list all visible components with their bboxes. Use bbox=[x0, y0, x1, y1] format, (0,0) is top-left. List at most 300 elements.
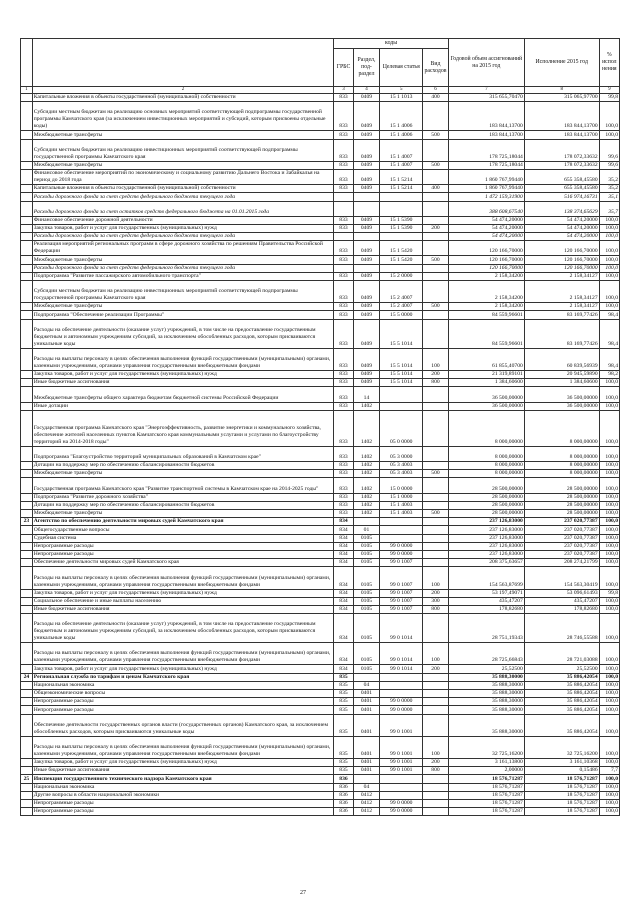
row-pct: 100,0 bbox=[599, 673, 619, 681]
table-row bbox=[21, 714, 620, 736]
row-plan: 237 126,83000 bbox=[448, 526, 524, 534]
row-section: 0105 bbox=[353, 614, 380, 643]
row-vid bbox=[423, 518, 449, 526]
row-vid bbox=[423, 410, 449, 446]
row-grbs: 834 bbox=[334, 567, 353, 589]
row-target: 99 0 1014 bbox=[380, 614, 423, 643]
row-grbs: 835 bbox=[334, 681, 353, 689]
row-name: Межбюджетные трансферты bbox=[32, 256, 334, 264]
row-number bbox=[21, 102, 33, 131]
row-name: Финансовое обеспечение мероприятий по экономическому и социальному развитию Дальнего Востока и Забайкалья на период до 2018 года bbox=[32, 169, 334, 184]
row-exec: 655 358,45580 bbox=[524, 169, 599, 184]
row-section: 0409 bbox=[353, 102, 380, 131]
row-pct: 100,0 bbox=[599, 379, 619, 387]
row-section: 1402 bbox=[353, 402, 380, 410]
row-target bbox=[380, 526, 423, 534]
row-vid bbox=[423, 493, 449, 501]
row-target: 15 1 5390 bbox=[380, 224, 423, 232]
row-number bbox=[21, 161, 33, 169]
row-name: Социальное обеспечение и иные выплаты населению bbox=[32, 597, 334, 605]
row-vid bbox=[423, 706, 449, 714]
row-number bbox=[21, 510, 33, 518]
row-grbs: 833 bbox=[334, 256, 353, 264]
row-section: 0412 bbox=[353, 808, 380, 816]
table-row bbox=[21, 736, 620, 758]
row-grbs: 833 bbox=[334, 241, 353, 256]
row-number bbox=[21, 410, 33, 446]
row-exec: 54 474,20000 bbox=[524, 224, 599, 232]
table-row bbox=[21, 462, 620, 470]
row-name: Агентство по обеспечению деятельности мировых судей Камчатского края bbox=[32, 518, 334, 526]
row-exec: 178 072,33632 bbox=[524, 161, 599, 169]
table-row bbox=[21, 402, 620, 410]
row-number bbox=[21, 446, 33, 461]
row-plan: 35 888,30000 bbox=[448, 706, 524, 714]
row-number bbox=[21, 791, 33, 799]
row-plan: 25,52500 bbox=[448, 665, 524, 673]
row-vid bbox=[423, 319, 449, 348]
row-target: 05 3 4003 bbox=[380, 470, 423, 478]
row-pct: 100,0 bbox=[599, 526, 619, 534]
row-name: Дотации на поддержку мер по обеспечению сбалансированности бюджетов bbox=[32, 462, 334, 470]
row-number: 25 bbox=[21, 775, 33, 783]
table-row bbox=[21, 139, 620, 161]
row-vid bbox=[423, 169, 449, 184]
row-pct: 100,0 bbox=[599, 281, 619, 303]
row-exec: 28 746,55588 bbox=[524, 614, 599, 643]
row-plan: 53 197,49071 bbox=[448, 589, 524, 597]
row-section: 0105 bbox=[353, 665, 380, 673]
row-pct: 98,2 bbox=[599, 370, 619, 378]
row-name: Национальная экономика bbox=[32, 681, 334, 689]
row-section: 0401 bbox=[353, 690, 380, 698]
row-name: Государственная программа Камчатского края "Энергоэффективность, развитие энергетики и коммунального хозяйства, обеспечение жителей населенных пунктов Камчатского края коммунальными услугами и услугами по благоустройству территорий на 2014-2018 годы" bbox=[32, 410, 334, 446]
row-plan: 54 474,20000 bbox=[448, 224, 524, 232]
row-pct: 100,0 bbox=[599, 216, 619, 224]
table-row bbox=[21, 673, 620, 681]
table-row bbox=[21, 534, 620, 542]
row-number bbox=[21, 665, 33, 673]
row-vid bbox=[423, 799, 449, 807]
header-number: 9 bbox=[599, 87, 619, 94]
row-section: 14 bbox=[353, 387, 380, 402]
row-exec: 28 500,00000 bbox=[524, 501, 599, 509]
row-section: 0412 bbox=[353, 799, 380, 807]
row-section: 1402 bbox=[353, 478, 380, 493]
table-row bbox=[21, 102, 620, 131]
row-number bbox=[21, 698, 33, 706]
row-exec: 35 886,42054 bbox=[524, 673, 599, 681]
header-section: Раздел, под-раздел bbox=[353, 49, 380, 87]
row-grbs: 834 bbox=[334, 589, 353, 597]
row-section: 1402 bbox=[353, 410, 380, 446]
row-plan: 315 655,70470 bbox=[448, 94, 524, 102]
row-grbs: 833 bbox=[334, 379, 353, 387]
row-section: 0401 bbox=[353, 706, 380, 714]
row-target bbox=[380, 387, 423, 402]
row-grbs: 836 bbox=[334, 775, 353, 783]
row-target: 15 5 1014 bbox=[380, 348, 423, 370]
header-number: 5 bbox=[380, 87, 423, 94]
table-row bbox=[21, 605, 620, 613]
header-exec: Исполнение 2015 год bbox=[524, 39, 599, 87]
row-vid bbox=[423, 446, 449, 461]
row-target: 15 1 4006 bbox=[380, 102, 423, 131]
row-vid: 800 bbox=[423, 605, 449, 613]
row-target: 99 0 0000 bbox=[380, 698, 423, 706]
row-section: 0409 bbox=[353, 161, 380, 169]
table-row bbox=[21, 201, 620, 216]
row-target: 15 5 0000 bbox=[380, 311, 423, 319]
row-number bbox=[21, 643, 33, 665]
row-pct: 100,0 bbox=[599, 493, 619, 501]
row-plan: 36 500,00000 bbox=[448, 402, 524, 410]
row-pct: 100,0 bbox=[599, 303, 619, 311]
table-row bbox=[21, 799, 620, 807]
row-vid bbox=[423, 501, 449, 509]
table-row bbox=[21, 493, 620, 501]
row-section: 0105 bbox=[353, 542, 380, 550]
row-exec: 83 169,77426 bbox=[524, 311, 599, 319]
header-target: Целевая статья bbox=[380, 49, 423, 87]
table-row bbox=[21, 510, 620, 518]
row-exec: 28 721,03088 bbox=[524, 643, 599, 665]
row-pct: 100,0 bbox=[599, 791, 619, 799]
row-grbs: 833 bbox=[334, 139, 353, 161]
row-plan: 84 559,96601 bbox=[448, 311, 524, 319]
row-vid bbox=[423, 559, 449, 567]
row-pct: 100,0 bbox=[599, 758, 619, 766]
row-target bbox=[380, 681, 423, 689]
table-row bbox=[21, 767, 620, 775]
row-section: 0401 bbox=[353, 698, 380, 706]
row-pct: 100,0 bbox=[599, 665, 619, 673]
row-number bbox=[21, 714, 33, 736]
row-vid bbox=[423, 201, 449, 216]
row-pct: 100,0 bbox=[599, 241, 619, 256]
row-name: Непрограммные расходы bbox=[32, 698, 334, 706]
row-number bbox=[21, 614, 33, 643]
row-exec: 36 500,00000 bbox=[524, 402, 599, 410]
row-target: 99 0 1001 bbox=[380, 714, 423, 736]
table-row bbox=[21, 589, 620, 597]
row-exec: 18 576,71287 bbox=[524, 783, 599, 791]
row-target: 15 1 5420 bbox=[380, 241, 423, 256]
row-number bbox=[21, 758, 33, 766]
row-exec: 1 384,60600 bbox=[524, 379, 599, 387]
row-section: 0409 bbox=[353, 131, 380, 139]
row-exec: 8 000,00000 bbox=[524, 462, 599, 470]
row-grbs: 834 bbox=[334, 518, 353, 526]
row-exec: 18 576,71287 bbox=[524, 799, 599, 807]
table-row bbox=[21, 161, 620, 169]
row-pct: 99,6 bbox=[599, 161, 619, 169]
row-name: Расходы на выплаты персоналу в целях обеспечения выполнения функций государственными (муниципальными) органами, казенными учреждениями, органами управления государственными внебюджетными фондами bbox=[32, 567, 334, 589]
row-number bbox=[21, 462, 33, 470]
row-section: 0401 bbox=[353, 758, 380, 766]
row-exec: 35 886,42054 bbox=[524, 706, 599, 714]
table-row bbox=[21, 614, 620, 643]
row-pct: 100,0 bbox=[599, 799, 619, 807]
row-pct: 100,0 bbox=[599, 510, 619, 518]
row-exec: 28 500,00000 bbox=[524, 510, 599, 518]
header-number: 8 bbox=[524, 87, 599, 94]
row-plan: 28 500,00000 bbox=[448, 493, 524, 501]
row-pct: 7,7 bbox=[599, 767, 619, 775]
row-name: Общегосударственные вопросы bbox=[32, 526, 334, 534]
row-grbs: 833 bbox=[334, 185, 353, 193]
header-vid: Вид расходов bbox=[423, 49, 449, 87]
row-plan: 2,00000 bbox=[448, 767, 524, 775]
row-section: 0409 bbox=[353, 348, 380, 370]
row-section: 0409 bbox=[353, 256, 380, 264]
row-plan: 154 563,87699 bbox=[448, 567, 524, 589]
row-name: Межбюджетные трансферты bbox=[32, 510, 334, 518]
row-vid bbox=[423, 102, 449, 131]
row-number bbox=[21, 370, 33, 378]
row-vid: 200 bbox=[423, 370, 449, 378]
row-number bbox=[21, 272, 33, 280]
row-exec: 237 020,77387 bbox=[524, 518, 599, 526]
row-name: Иные бюджетные ассигнования bbox=[32, 379, 334, 387]
row-grbs: 836 bbox=[334, 808, 353, 816]
row-name: Иные бюджетные ассигнования bbox=[32, 605, 334, 613]
row-name: Межбюджетные трансферты общего характера бюджетам бюджетной системы Российской Федерации bbox=[32, 387, 334, 402]
row-plan: 237 126,83000 bbox=[448, 550, 524, 558]
row-exec: 35 886,42054 bbox=[524, 690, 599, 698]
row-name: Субсидии местным бюджетам на реализацию инвестиционных мероприятий соответствующей подпрограммы государственной программы Камчатского края bbox=[32, 139, 334, 161]
row-vid: 500 bbox=[423, 161, 449, 169]
row-vid bbox=[423, 402, 449, 410]
row-plan: 3 161,13800 bbox=[448, 758, 524, 766]
table-row bbox=[21, 526, 620, 534]
table-row bbox=[21, 597, 620, 605]
table-row bbox=[21, 216, 620, 224]
row-section bbox=[353, 201, 380, 216]
row-plan: 35 888,30000 bbox=[448, 673, 524, 681]
table-row bbox=[21, 567, 620, 589]
row-vid bbox=[423, 462, 449, 470]
row-exec: 32 725,16200 bbox=[524, 736, 599, 758]
table-row bbox=[21, 690, 620, 698]
row-vid bbox=[423, 698, 449, 706]
row-plan: 28 751,19343 bbox=[448, 614, 524, 643]
table-row bbox=[21, 783, 620, 791]
row-exec: 28 500,00000 bbox=[524, 493, 599, 501]
row-number bbox=[21, 501, 33, 509]
row-section: 0409 bbox=[353, 370, 380, 378]
row-target: 15 1 5214 bbox=[380, 185, 423, 193]
table-row bbox=[21, 410, 620, 446]
row-grbs: 833 bbox=[334, 410, 353, 446]
row-plan: 54 474,20000 bbox=[448, 216, 524, 224]
row-target bbox=[380, 264, 423, 272]
row-section bbox=[353, 264, 380, 272]
row-target bbox=[380, 783, 423, 791]
table-row bbox=[21, 518, 620, 526]
row-pct: 100,0 bbox=[599, 534, 619, 542]
row-section: 0409 bbox=[353, 379, 380, 387]
row-number bbox=[21, 348, 33, 370]
row-number bbox=[21, 681, 33, 689]
row-name: Иные дотации bbox=[32, 402, 334, 410]
row-pct: 100,0 bbox=[599, 550, 619, 558]
row-section: 0105 bbox=[353, 567, 380, 589]
row-number bbox=[21, 799, 33, 807]
row-target: 15 1 5420 bbox=[380, 256, 423, 264]
row-grbs: 834 bbox=[334, 605, 353, 613]
row-name: Межбюджетные трансферты bbox=[32, 161, 334, 169]
row-target: 15 1 4003 bbox=[380, 510, 423, 518]
page-number: 27 bbox=[300, 890, 306, 896]
row-grbs: 835 bbox=[334, 673, 353, 681]
header-numbers-row bbox=[21, 87, 620, 94]
header-pct: % испол нения bbox=[599, 39, 619, 87]
table-row bbox=[21, 470, 620, 478]
row-pct: 100,0 bbox=[599, 102, 619, 131]
row-exec: 35 886,42054 bbox=[524, 681, 599, 689]
row-target: 05 3 0000 bbox=[380, 446, 423, 461]
row-pct: 100,0 bbox=[599, 501, 619, 509]
row-exec: 178 072,33632 bbox=[524, 139, 599, 161]
row-vid bbox=[423, 673, 449, 681]
row-plan: 435,47207 bbox=[448, 597, 524, 605]
row-vid: 800 bbox=[423, 379, 449, 387]
row-vid bbox=[423, 233, 449, 241]
row-vid: 200 bbox=[423, 589, 449, 597]
row-number bbox=[21, 736, 33, 758]
table-row bbox=[21, 370, 620, 378]
row-plan: 178 725,18044 bbox=[448, 139, 524, 161]
row-vid bbox=[423, 193, 449, 201]
row-exec: 315 065,97700 bbox=[524, 94, 599, 102]
row-target bbox=[380, 402, 423, 410]
row-target: 15 1 5214 bbox=[380, 169, 423, 184]
row-grbs: 835 bbox=[334, 736, 353, 758]
table-row bbox=[21, 224, 620, 232]
row-target: 15 1 1013 bbox=[380, 94, 423, 102]
row-plan: 36 500,00000 bbox=[448, 387, 524, 402]
row-section: 01 bbox=[353, 526, 380, 534]
row-pct: 100,0 bbox=[599, 714, 619, 736]
row-number bbox=[21, 493, 33, 501]
row-vid bbox=[423, 714, 449, 736]
row-pct: 100,0 bbox=[599, 605, 619, 613]
row-target: 99 0 1007 bbox=[380, 597, 423, 605]
row-grbs: 835 bbox=[334, 690, 353, 698]
row-plan: 18 576,71287 bbox=[448, 775, 524, 783]
table-row bbox=[21, 303, 620, 311]
row-exec: 54 474,20000 bbox=[524, 216, 599, 224]
row-vid bbox=[423, 534, 449, 542]
row-number bbox=[21, 526, 33, 534]
row-target: 99 0 0000 bbox=[380, 808, 423, 816]
row-section: 04 bbox=[353, 783, 380, 791]
row-grbs: 833 bbox=[334, 470, 353, 478]
row-grbs: 834 bbox=[334, 665, 353, 673]
row-plan: 120 166,70000 bbox=[448, 256, 524, 264]
row-target: 99 0 1007 bbox=[380, 589, 423, 597]
row-vid: 100 bbox=[423, 348, 449, 370]
row-number bbox=[21, 241, 33, 256]
row-number bbox=[21, 131, 33, 139]
row-vid: 500 bbox=[423, 510, 449, 518]
table-row bbox=[21, 272, 620, 280]
row-grbs: 836 bbox=[334, 783, 353, 791]
row-target: 99 0 1007 bbox=[380, 559, 423, 567]
table-row bbox=[21, 665, 620, 673]
row-exec: 35 886,42054 bbox=[524, 698, 599, 706]
row-pct: 35,7 bbox=[599, 201, 619, 216]
row-exec: 54 474,20000 bbox=[524, 233, 599, 241]
row-name: Другие вопросы в области национальной экономики bbox=[32, 791, 334, 799]
row-vid bbox=[423, 387, 449, 402]
row-number bbox=[21, 559, 33, 567]
row-name: Закупка товаров, работ и услуг для государственных (муниципальных) нужд bbox=[32, 758, 334, 766]
row-grbs: 833 bbox=[334, 224, 353, 232]
header-name-cell bbox=[32, 39, 334, 87]
row-exec: 18 576,71287 bbox=[524, 775, 599, 783]
row-grbs bbox=[334, 193, 353, 201]
row-pct: 35,2 bbox=[599, 185, 619, 193]
row-target bbox=[380, 690, 423, 698]
header-number: 4 bbox=[353, 87, 380, 94]
row-vid bbox=[423, 542, 449, 550]
row-vid bbox=[423, 614, 449, 643]
row-name: Межбюджетные трансферты bbox=[32, 131, 334, 139]
row-plan: 8 000,00000 bbox=[448, 410, 524, 446]
row-grbs: 835 bbox=[334, 714, 353, 736]
row-pct: 35,2 bbox=[599, 169, 619, 184]
table-row bbox=[21, 791, 620, 799]
row-number bbox=[21, 597, 33, 605]
row-plan: 2 158,34200 bbox=[448, 281, 524, 303]
row-grbs: 833 bbox=[334, 319, 353, 348]
row-pct: 100,0 bbox=[599, 542, 619, 550]
row-name: Непрограммные расходы bbox=[32, 706, 334, 714]
row-exec: 2 158,34127 bbox=[524, 281, 599, 303]
row-plan: 28 500,00000 bbox=[448, 478, 524, 493]
row-name: Закупка товаров, работ и услуг для государственных (муниципальных) нужд bbox=[32, 224, 334, 232]
row-number bbox=[21, 706, 33, 714]
row-plan: 61 855,40700 bbox=[448, 348, 524, 370]
row-name: Капитальные вложения в объекты государственной (муниципальной) собственности bbox=[32, 94, 334, 102]
row-grbs: 833 bbox=[334, 303, 353, 311]
row-grbs: 833 bbox=[334, 216, 353, 224]
row-exec: 3 161,10368 bbox=[524, 758, 599, 766]
row-section: 0409 bbox=[353, 303, 380, 311]
row-section bbox=[353, 673, 380, 681]
row-vid: 500 bbox=[423, 131, 449, 139]
row-plan: 8 000,00000 bbox=[448, 470, 524, 478]
row-exec: 20 945,59890 bbox=[524, 370, 599, 378]
row-section: 0105 bbox=[353, 589, 380, 597]
row-plan: 178 725,18044 bbox=[448, 161, 524, 169]
row-plan: 178,82680 bbox=[448, 605, 524, 613]
row-number bbox=[21, 233, 33, 241]
row-grbs: 833 bbox=[334, 493, 353, 501]
row-vid bbox=[423, 526, 449, 534]
row-grbs: 833 bbox=[334, 462, 353, 470]
row-target: 05 3 4003 bbox=[380, 462, 423, 470]
row-plan: 1 860 767,99440 bbox=[448, 185, 524, 193]
table-row bbox=[21, 256, 620, 264]
row-grbs: 833 bbox=[334, 161, 353, 169]
row-grbs: 833 bbox=[334, 169, 353, 184]
row-section: 0409 bbox=[353, 139, 380, 161]
row-section: 0401 bbox=[353, 714, 380, 736]
row-section: 1402 bbox=[353, 470, 380, 478]
